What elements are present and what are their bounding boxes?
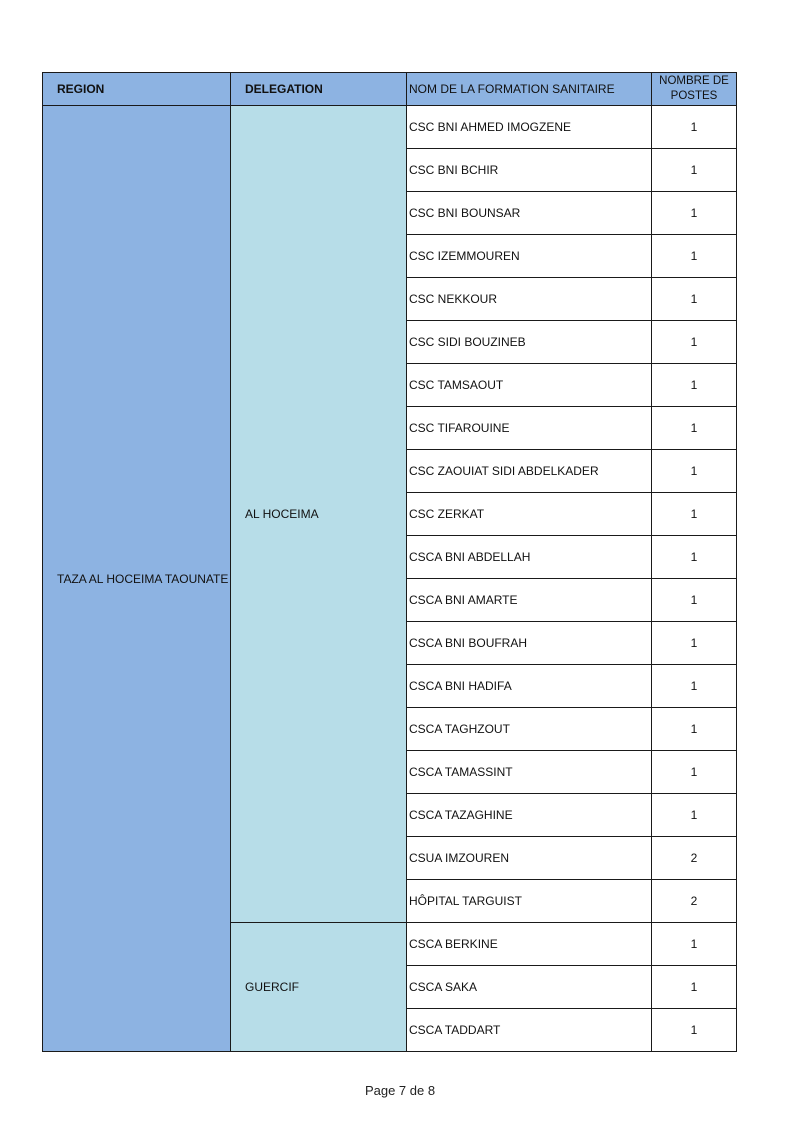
formation-sanitaire-cell: CSCA BNI BOUFRAH [407,622,652,665]
nombre-de-postes-cell: 1 [652,450,737,493]
nombre-de-postes-cell: 1 [652,966,737,1009]
formation-sanitaire-cell: CSC SIDI BOUZINEB [407,321,652,364]
nombre-de-postes-cell: 1 [652,407,737,450]
nombre-de-postes-cell: 1 [652,579,737,622]
postes-table [42,72,737,1052]
nombre-de-postes-cell: 1 [652,923,737,966]
table-row [43,106,737,149]
formation-sanitaire-cell: HÔPITAL TARGUIST [407,880,652,923]
formation-sanitaire-cell: CSC BNI BCHIR [407,149,652,192]
nombre-de-postes-cell: 2 [652,880,737,923]
formation-sanitaire-cell: CSC ZAOUIAT SIDI ABDELKADER [407,450,652,493]
page-number: Page 7 de 8 [364,1083,436,1098]
nombre-de-postes-cell: 1 [652,235,737,278]
header-region: REGION [43,73,231,106]
nombre-de-postes-cell: 1 [652,278,737,321]
nombre-de-postes-cell: 1 [652,106,737,149]
formation-sanitaire-cell: CSC IZEMMOUREN [407,235,652,278]
formation-sanitaire-cell: CSCA TAMASSINT [407,751,652,794]
nombre-de-postes-cell: 1 [652,321,737,364]
nombre-de-postes-cell: 1 [652,622,737,665]
formation-sanitaire-cell: CSC BNI AHMED IMOGZENE [407,106,652,149]
formation-sanitaire-cell: CSCA TADDART [407,1009,652,1052]
formation-sanitaire-cell: CSUA IMZOUREN [407,837,652,880]
formation-sanitaire-cell: CSCA TAZAGHINE [407,794,652,837]
formation-sanitaire-cell: CSC TAMSAOUT [407,364,652,407]
formation-sanitaire-cell: CSCA SAKA [407,966,652,1009]
header-nombre-de-postes: NOMBRE DE POSTES [652,73,737,106]
formation-sanitaire-cell: CSCA BNI AMARTE [407,579,652,622]
nombre-de-postes-cell: 1 [652,493,737,536]
region-cell: TAZA AL HOCEIMA TAOUNATE [43,106,231,1052]
nombre-de-postes-cell: 1 [652,192,737,235]
formation-sanitaire-cell: CSCA TAGHZOUT [407,708,652,751]
nombre-de-postes-cell: 1 [652,751,737,794]
nombre-de-postes-cell: 1 [652,364,737,407]
formation-sanitaire-cell: CSCA BNI ABDELLAH [407,536,652,579]
formation-sanitaire-cell: CSC BNI BOUNSAR [407,192,652,235]
delegation-cell: GUERCIF [231,923,407,1052]
header-formation-sanitaire: NOM DE LA FORMATION SANITAIRE [407,73,652,106]
nombre-de-postes-cell: 1 [652,794,737,837]
table-header-row [43,73,737,106]
nombre-de-postes-cell: 1 [652,536,737,579]
nombre-de-postes-cell: 1 [652,708,737,751]
formation-sanitaire-cell: CSCA BERKINE [407,923,652,966]
table-body [43,106,737,1052]
nombre-de-postes-cell: 1 [652,665,737,708]
delegation-cell: AL HOCEIMA [231,106,407,923]
formation-sanitaire-cell: CSC ZERKAT [407,493,652,536]
header-delegation: DELEGATION [231,73,407,106]
formation-sanitaire-cell: CSC TIFAROUINE [407,407,652,450]
nombre-de-postes-cell: 1 [652,1009,737,1052]
nombre-de-postes-cell: 2 [652,837,737,880]
formation-sanitaire-cell: CSC NEKKOUR [407,278,652,321]
formation-sanitaire-cell: CSCA BNI HADIFA [407,665,652,708]
nombre-de-postes-cell: 1 [652,149,737,192]
